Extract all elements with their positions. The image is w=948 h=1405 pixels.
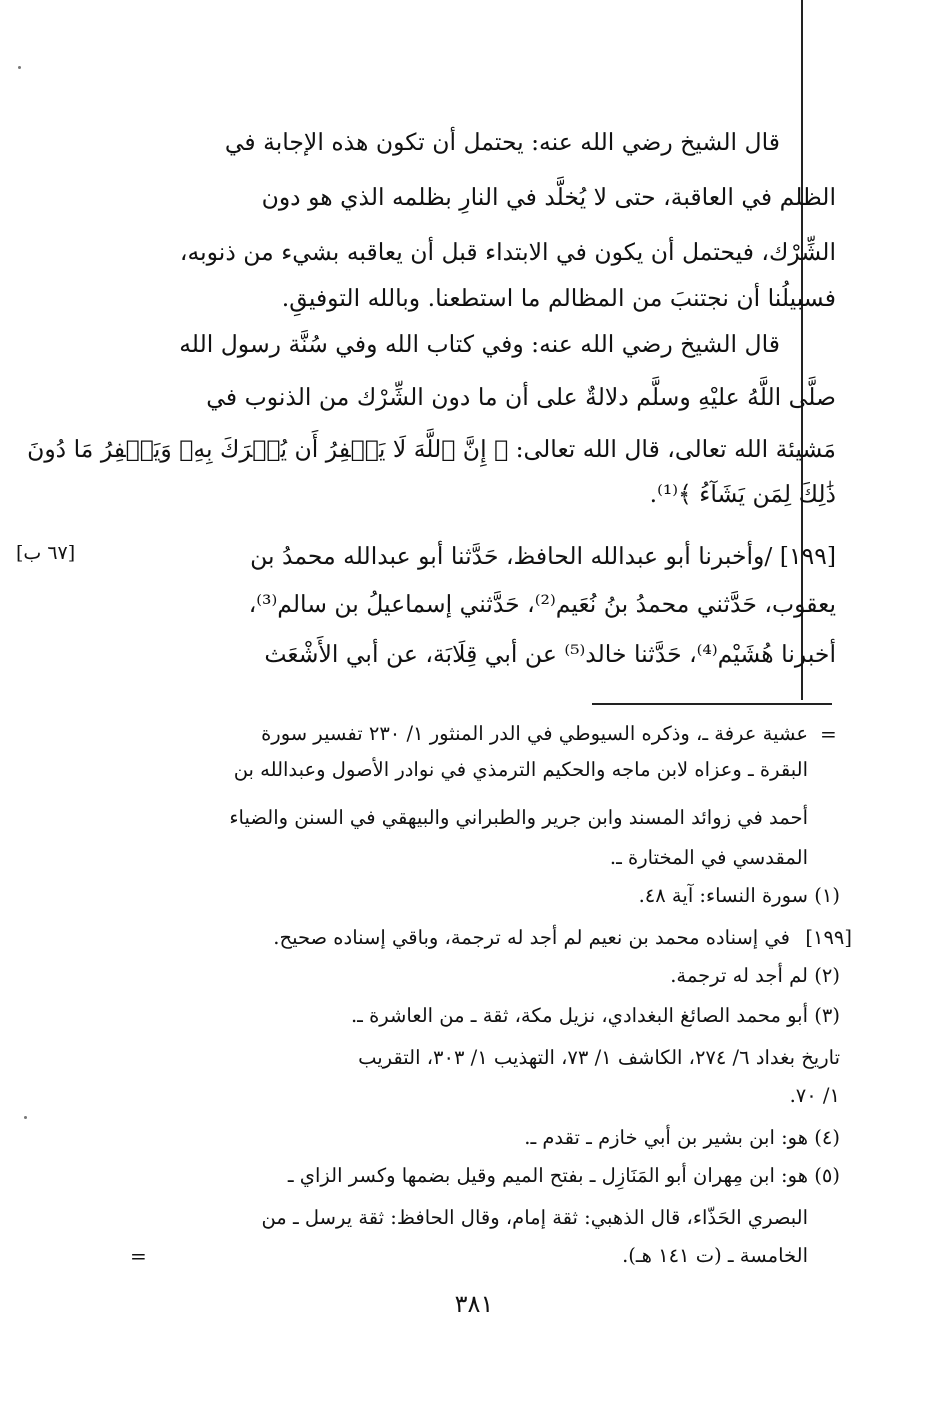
- continuation-mark: =: [130, 1244, 147, 1268]
- footnote-text: في إسناده محمد بن نعيم لم أجد له ترجمة، وباقي إسناده صحيح.: [273, 926, 790, 949]
- scan-speck: [24, 1116, 27, 1119]
- continuation-mark: =: [820, 722, 837, 746]
- footnote-text: أبو محمد الصائغ البغدادي، نزيل مكة، ثقة ـ من العاشرة ـ.: [350, 1004, 808, 1027]
- main-line: صلَّى اللَّهُ عليْهِ وسلَّم دلالةٌ على أن ما دون الشِّرْك من الذنوب في: [206, 383, 836, 411]
- footnote-text: الخامسة ـ (ت ١٤١ هـ).: [622, 1244, 808, 1267]
- footnote-text: سورة النساء: آية ٤٨.: [638, 884, 808, 907]
- footnote-text: هو: ابن مِهران أبو المَنَازِل ـ بفتح الميم وقيل بضمها وكسر الزاي ـ: [287, 1164, 808, 1187]
- quran-verse-line: مَشيئة الله تعالى، قال الله تعالى: ﴿ إِنَّ ٱللَّهَ لَا يَغۡفِرُ أَن يُشۡرَكَ بِهِۦ وَيَغۡفِرُ مَا دُونَ: [27, 435, 836, 463]
- hadith-line: أخبرنا هُشَيْم⁽⁴⁾، حَدَّثنا خالد⁽⁵⁾ عن أبي قِلَابَة، عن أبي الأَشْعَث: [264, 640, 836, 668]
- main-line: الشِّرْك، فيحتمل أن يكون في الابتداء قبل أن يعاقبه بشيء من ذنوبه،: [179, 238, 836, 266]
- footnote-text: لم أجد له ترجمة.: [670, 964, 808, 987]
- main-line: فسبيلُنا أن نجتنبَ من المظالم ما استطعنا. وبالله التوفيقِ.: [281, 284, 836, 312]
- margin-manuscript-ref: [٦٧ ب]: [16, 542, 76, 564]
- footnote-number: (٢): [814, 964, 840, 987]
- footnote-number: (٥): [814, 1164, 840, 1187]
- main-line: قال الشيخ رضي الله عنه: وفي كتاب الله وفي سُنَّة رسول الله: [179, 330, 780, 358]
- footnote-text: ١/ ٧٠.: [789, 1084, 840, 1107]
- main-line: قال الشيخ رضي الله عنه: يحتمل أن تكون هذه الإجابة في: [224, 128, 780, 156]
- footnote-number: (٤): [814, 1126, 840, 1149]
- quran-verse-line: ذَٰلِكَ لِمَن يَشَآءُ ﴾⁽¹⁾.: [649, 480, 836, 508]
- footnote-text: تاريخ بغداد ٦/ ٢٧٤، الكاشف ١/ ٧٣، التهذيب ١/ ٣٠٣، التقريب: [358, 1046, 840, 1069]
- main-line: الظلم في العاقبة، حتى لا يُخلَّد في النارِ بظلمه الذي هو دون: [261, 183, 836, 211]
- footnote-continuation-line: المقدسي في المختارة ـ.: [609, 846, 808, 869]
- footnote-separator: [592, 703, 832, 705]
- footnote-number: (٣): [814, 1004, 840, 1027]
- footnote-continuation-line: البقرة ـ وعزاه لابن ماجه والحكيم الترمذي في نوادر الأصول وعبدالله بن: [233, 758, 808, 781]
- footnote-continuation-line: عشية عرفة ـ، وذكره السيوطي في الدر المنثور ١/ ٢٣٠ تفسير سورة: [261, 722, 808, 745]
- footnote-number: (١): [814, 884, 840, 907]
- footnote-number: [١٩٩]: [805, 926, 852, 949]
- footnote-continuation-line: أحمد في زوائد المسند وابن جرير والطبراني والبيهقي في السنن والضياء: [229, 806, 808, 829]
- page-number: ٣٨١: [454, 1290, 494, 1318]
- footnote-text: البصري الحَذّاء، قال الذهبي: ثقة إمام، وقال الحافظ: ثقة يرسل ـ من: [261, 1206, 808, 1229]
- hadith-line: [١٩٩] /وأخبرنا أبو عبدالله الحافظ، حَدَّثنا أبو عبدالله محمدُ بن: [250, 542, 836, 570]
- scan-speck: [18, 66, 21, 69]
- footnote-text: هو: ابن بشير بن أبي خازم ـ تقدم ـ.: [524, 1126, 808, 1149]
- hadith-line: يعقوب، حَدَّثني محمدُ بنُ نُعَيم⁽²⁾، حَدَّثني إسماعيلُ بن سالم⁽³⁾،: [248, 590, 836, 618]
